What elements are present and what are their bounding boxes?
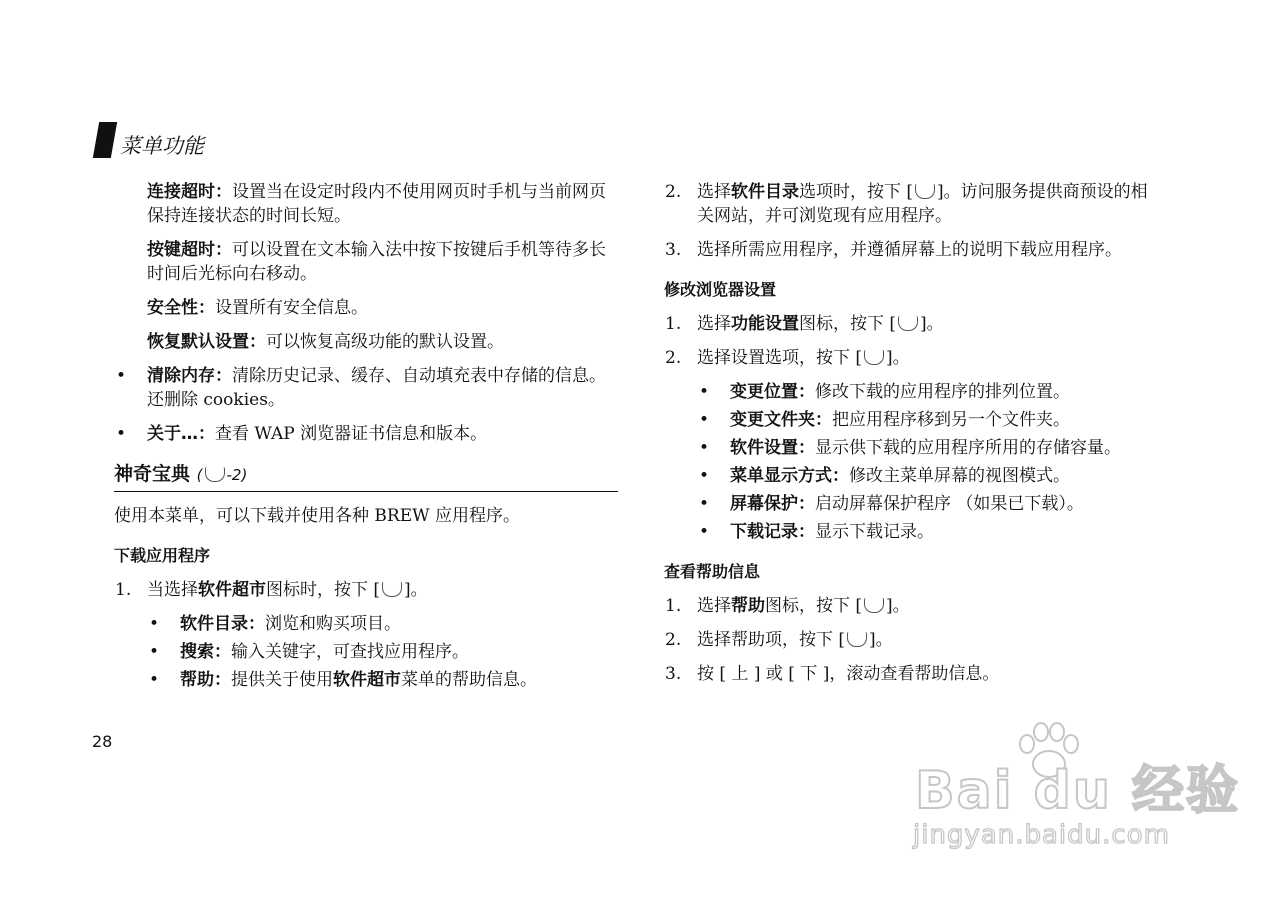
ok-key-icon xyxy=(915,184,935,199)
numbered-step: 3. 按 [ 上 ] 或 [ 下 ]，滚动查看帮助信息。 xyxy=(665,664,1000,684)
sub-bullet-item: • 搜索：输入关键字，可查找应用程序。 xyxy=(149,642,469,662)
setting-item: 安全性：设置所有安全信息。 xyxy=(147,298,368,318)
bullet-dot: • xyxy=(699,494,710,514)
baidu-watermark xyxy=(905,718,1240,868)
section-ref: ( -2) xyxy=(196,466,248,484)
left-column xyxy=(114,180,618,696)
bullet-dot: • xyxy=(699,410,710,430)
section-heading xyxy=(114,462,618,492)
bullet-dot: • xyxy=(699,466,710,486)
bullet-dot: • xyxy=(149,614,160,634)
subsection-title: 下载应用程序 xyxy=(114,546,211,565)
header-bar xyxy=(93,122,117,158)
sub-bullet-item: • 下载记录：显示下载记录。 xyxy=(699,522,934,542)
right-column xyxy=(664,180,1164,696)
setting-item: 连接超时：设置当在设定时段内不使用网页时手机与当前网页保持连接状态的时间长短。 xyxy=(147,182,606,226)
bullet-dot: • xyxy=(699,522,710,542)
watermark-logo: Bai du 经验 xyxy=(915,761,1240,821)
ok-key-icon xyxy=(864,598,884,613)
ok-key-icon xyxy=(898,316,918,331)
page-number: 28 xyxy=(92,732,113,751)
bullet-dot: • xyxy=(149,642,160,662)
ok-key-icon xyxy=(864,350,884,365)
ok-key-icon xyxy=(847,632,867,647)
bullet-dot: • xyxy=(149,670,160,690)
page-header-title: 菜单功能 xyxy=(120,134,204,158)
bullet-dot: • xyxy=(116,366,127,386)
bullet-dot: • xyxy=(699,382,710,402)
subsection-title: 修改浏览器设置 xyxy=(664,280,777,299)
sub-bullet-item: • 变更文件夹：把应用程序移到另一个文件夹。 xyxy=(699,410,1070,430)
numbered-step: 2. 选择设置选项，按下 [ ]。 xyxy=(665,348,910,368)
numbered-step: 1. 选择帮助图标，按下 [ ]。 xyxy=(665,596,910,616)
watermark-url: jingyan.baidu.com xyxy=(913,820,1170,850)
numbered-step: 1. 当选择软件超市图标时，按下 [ ]。 xyxy=(115,580,428,600)
numbered-step: 2. 选择软件目录选项时，按下 [ ]。访问服务提供商预设的相关网站，并可浏览现有应用程序。 xyxy=(665,182,1148,226)
sub-bullet-item: • 软件设置：显示供下载的应用程序所用的存储容量。 xyxy=(699,438,1121,458)
bullet-item: • 关于…：查看 WAP 浏览器证书信息和版本。 xyxy=(116,424,488,444)
sub-bullet-item: • 屏幕保护：启动屏幕保护程序 （如果已下载）。 xyxy=(699,494,1084,514)
ok-key-icon xyxy=(382,582,402,597)
bullet-dot: • xyxy=(116,424,127,444)
numbered-step: 2. 选择帮助项，按下 [ ]。 xyxy=(665,630,893,650)
sub-bullet-item: • 变更位置：修改下载的应用程序的排列位置。 xyxy=(699,382,1070,402)
numbered-step: 3. 选择所需应用程序，并遵循屏幕上的说明下载应用程序。 xyxy=(665,240,1122,260)
sub-bullet-item: • 菜单显示方式：修改主菜单屏幕的视图模式。 xyxy=(699,466,1070,486)
setting-item: 按键超时：可以设置在文本输入法中按下按键后手机等待多长时间后光标向右移动。 xyxy=(147,240,606,284)
numbered-step: 1. 选择功能设置图标，按下 [ ]。 xyxy=(665,314,944,334)
sub-bullet-item: • 帮助：提供关于使用软件超市菜单的帮助信息。 xyxy=(149,670,537,690)
setting-item: 恢复默认设置：可以恢复高级功能的默认设置。 xyxy=(147,332,504,352)
subsection-title: 查看帮助信息 xyxy=(664,562,761,581)
section-title: 神奇宝典 xyxy=(114,463,191,485)
bullet-item: • 清除内存：清除历史记录、缓存、自动填充表中存储的信息。还删除 cookies。 xyxy=(116,366,606,410)
sub-bullet-item: • 软件目录：浏览和购买项目。 xyxy=(149,614,401,634)
ok-key-icon xyxy=(205,467,225,482)
section-intro: 使用本菜单，可以下载并使用各种 BREW 应用程序。 xyxy=(114,506,520,526)
bullet-dot: • xyxy=(699,438,710,458)
